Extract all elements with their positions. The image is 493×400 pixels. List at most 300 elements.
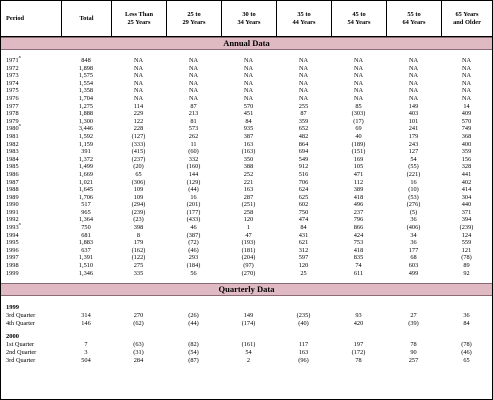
value-cell: 516 bbox=[298, 170, 309, 178]
value-cell: (53) bbox=[408, 193, 419, 201]
column-header-7: 55 to 64 Years bbox=[386, 1, 441, 36]
table-row bbox=[1, 80, 492, 88]
value-cell: (162) bbox=[131, 246, 146, 254]
value-cell: 1,592 bbox=[78, 132, 94, 140]
value-cell: NA bbox=[353, 57, 364, 64]
value-cell: NA bbox=[408, 72, 419, 80]
table-row bbox=[1, 141, 492, 149]
column-header-2: Less Than 25 Years bbox=[111, 1, 166, 36]
value-cell: 424 bbox=[353, 231, 364, 239]
value-cell: 65 bbox=[463, 356, 470, 364]
table-row bbox=[1, 72, 492, 80]
value-cell: 120 bbox=[243, 216, 254, 224]
value-cell: NA bbox=[298, 79, 309, 87]
value-cell: 602 bbox=[298, 201, 309, 209]
value-cell: 124 bbox=[461, 231, 472, 239]
value-cell: NA bbox=[243, 79, 254, 87]
table-row bbox=[1, 156, 492, 164]
value-cell: 237 bbox=[353, 208, 364, 216]
value-cell: 69 bbox=[355, 125, 362, 133]
value-cell: (78) bbox=[461, 341, 472, 349]
value-cell: 517 bbox=[81, 201, 91, 209]
value-cell: 74 bbox=[355, 262, 362, 270]
value-cell: NA bbox=[298, 87, 309, 95]
value-cell: 163 bbox=[243, 186, 254, 194]
table-row bbox=[1, 270, 492, 278]
value-cell: 866 bbox=[353, 224, 364, 232]
value-cell: 258 bbox=[243, 208, 254, 216]
value-cell: 213 bbox=[188, 110, 199, 118]
period-cell: 4th Quarter bbox=[6, 319, 35, 327]
value-cell: 441 bbox=[461, 170, 472, 178]
value-cell: 1,358 bbox=[78, 87, 94, 95]
value-cell: 597 bbox=[298, 254, 309, 262]
value-cell: 573 bbox=[188, 125, 199, 133]
value-cell: NA bbox=[188, 57, 199, 64]
value-cell: 402 bbox=[461, 178, 472, 186]
value-cell: 87 bbox=[190, 102, 197, 110]
period-cell: 1979 bbox=[6, 117, 19, 125]
value-cell: 482 bbox=[298, 132, 309, 140]
value-cell: 163 bbox=[298, 349, 309, 356]
column-header-8: 65 Years and Older bbox=[441, 1, 492, 36]
value-cell: (235) bbox=[296, 312, 311, 320]
period-cell: 1981 bbox=[6, 132, 19, 140]
value-cell: 85 bbox=[355, 102, 362, 110]
value-cell: NA bbox=[188, 79, 199, 87]
period-cell: 1980$^a$ bbox=[6, 122, 21, 133]
value-cell: (39) bbox=[408, 319, 419, 327]
value-cell: 1,159 bbox=[78, 140, 94, 148]
quarterly-data-band: Quarterly Data bbox=[1, 283, 492, 296]
value-cell: 332 bbox=[188, 155, 199, 163]
value-cell: (181) bbox=[241, 246, 256, 254]
value-cell: NA bbox=[133, 79, 144, 87]
value-cell: 652 bbox=[298, 125, 309, 133]
value-cell: NA bbox=[461, 94, 472, 102]
value-cell: 40 bbox=[355, 132, 362, 140]
value-cell: (433) bbox=[186, 216, 201, 224]
value-cell: 114 bbox=[133, 102, 144, 110]
value-cell: 864 bbox=[298, 140, 309, 148]
value-cell: (87) bbox=[188, 356, 199, 364]
value-cell: 637 bbox=[81, 246, 91, 254]
value-cell: (189) bbox=[351, 140, 366, 148]
value-cell: 391 bbox=[81, 148, 91, 156]
table-row bbox=[1, 171, 492, 179]
value-cell: 127 bbox=[408, 148, 419, 156]
value-cell: 312 bbox=[298, 246, 309, 254]
value-cell: 1,883 bbox=[78, 239, 94, 247]
value-cell: 87 bbox=[300, 110, 307, 118]
table-row bbox=[1, 320, 492, 328]
value-cell: 2 bbox=[246, 356, 251, 364]
value-cell: 1,346 bbox=[78, 269, 94, 277]
value-cell: 681 bbox=[81, 231, 91, 239]
value-cell: 89 bbox=[463, 262, 470, 270]
value-cell: 1,898 bbox=[78, 64, 94, 72]
value-cell: 3 bbox=[84, 349, 88, 356]
value-cell: 611 bbox=[353, 269, 364, 277]
value-cell: (303) bbox=[351, 110, 366, 118]
footnote-marker: a bbox=[18, 221, 21, 227]
value-cell: 93 bbox=[355, 312, 362, 320]
value-cell: 7 bbox=[84, 341, 88, 349]
period-cell: 1986 bbox=[6, 170, 19, 178]
value-cell: 241 bbox=[408, 125, 419, 133]
value-cell: 177 bbox=[408, 246, 419, 254]
value-cell: 398 bbox=[133, 224, 144, 232]
value-cell: 14 bbox=[463, 102, 470, 110]
value-cell: NA bbox=[408, 79, 419, 87]
value-cell: 1,554 bbox=[78, 79, 94, 87]
value-cell: 156 bbox=[461, 155, 472, 163]
value-cell: 440 bbox=[461, 201, 472, 209]
value-cell: 179 bbox=[408, 132, 419, 140]
value-cell: (237) bbox=[131, 155, 146, 163]
value-cell: 749 bbox=[461, 125, 472, 133]
value-cell: 753 bbox=[353, 239, 364, 247]
value-cell: 400 bbox=[461, 140, 472, 148]
value-cell: 3,446 bbox=[78, 125, 94, 133]
table-row bbox=[1, 186, 492, 194]
value-cell: 471 bbox=[353, 170, 364, 178]
value-cell: (26) bbox=[188, 312, 199, 320]
period-cell: 1975 bbox=[6, 87, 19, 95]
value-cell: NA bbox=[133, 57, 144, 64]
value-cell: (172) bbox=[351, 349, 366, 356]
value-cell: 624 bbox=[298, 186, 309, 194]
value-cell: 270 bbox=[133, 312, 144, 320]
value-cell: (55) bbox=[408, 163, 419, 171]
table-row bbox=[1, 110, 492, 118]
value-cell: (60) bbox=[188, 148, 199, 156]
value-cell: 1,669 bbox=[78, 170, 94, 178]
value-cell: 625 bbox=[298, 193, 309, 201]
value-cell: 403 bbox=[408, 110, 419, 118]
value-cell: 84 bbox=[463, 319, 470, 327]
period-cell: 1982 bbox=[6, 140, 19, 148]
value-cell: 149 bbox=[243, 312, 254, 320]
period-cell: 1994 bbox=[6, 231, 19, 239]
value-cell: 504 bbox=[81, 356, 91, 364]
value-cell: (239) bbox=[131, 208, 146, 216]
period-cell: 1995 bbox=[6, 239, 19, 247]
value-cell: NA bbox=[298, 64, 309, 72]
column-header-6: 45 to 54 Years bbox=[331, 1, 386, 36]
value-cell: 8 bbox=[136, 231, 141, 239]
value-cell: 221 bbox=[243, 178, 254, 186]
value-cell: 350 bbox=[243, 155, 254, 163]
value-cell: NA bbox=[243, 57, 254, 64]
value-cell: 92 bbox=[463, 269, 470, 277]
period-cell: 1983 bbox=[6, 148, 19, 156]
value-cell: NA bbox=[243, 64, 254, 72]
value-cell: (201) bbox=[186, 201, 201, 209]
value-cell: 109 bbox=[133, 186, 144, 194]
value-cell: NA bbox=[298, 57, 309, 64]
footnote-marker: a bbox=[18, 54, 21, 59]
value-cell: 912 bbox=[298, 163, 309, 171]
value-cell: 109 bbox=[133, 193, 144, 201]
value-cell: 34 bbox=[410, 231, 417, 239]
period-cell: 1972 bbox=[6, 64, 19, 72]
column-header-0: Period bbox=[6, 14, 25, 22]
value-cell: NA bbox=[353, 64, 364, 72]
value-cell: 287 bbox=[243, 193, 254, 201]
table-row bbox=[1, 312, 492, 320]
value-cell: NA bbox=[133, 72, 144, 80]
value-cell: 935 bbox=[243, 125, 254, 133]
value-cell: NA bbox=[243, 72, 254, 80]
value-cell: 78 bbox=[355, 356, 362, 364]
table-row bbox=[1, 239, 492, 247]
value-cell: NA bbox=[298, 72, 309, 80]
table-row bbox=[1, 194, 492, 202]
value-cell: 36 bbox=[463, 312, 470, 320]
value-cell: 335 bbox=[133, 269, 144, 277]
value-cell: NA bbox=[188, 72, 199, 80]
value-cell: (72) bbox=[188, 239, 199, 247]
value-cell: NA bbox=[133, 64, 144, 72]
value-cell: 621 bbox=[298, 239, 309, 247]
value-cell: 105 bbox=[353, 163, 364, 171]
value-cell: 16 bbox=[410, 178, 417, 186]
value-cell: NA bbox=[461, 57, 472, 64]
value-cell: NA bbox=[353, 87, 364, 95]
value-cell: 1,704 bbox=[78, 94, 94, 102]
value-cell: 359 bbox=[298, 117, 309, 125]
value-cell: 144 bbox=[188, 170, 199, 178]
value-cell: 359 bbox=[461, 148, 472, 156]
value-cell: 1,645 bbox=[78, 186, 94, 194]
value-cell: (270) bbox=[241, 269, 256, 277]
table-row bbox=[1, 262, 492, 270]
table-row bbox=[1, 349, 492, 357]
value-cell: 275 bbox=[133, 262, 144, 270]
value-cell: 179 bbox=[133, 239, 144, 247]
value-cell: 1,391 bbox=[78, 254, 94, 262]
value-cell: 549 bbox=[298, 155, 309, 163]
table-row bbox=[1, 103, 492, 111]
table-row bbox=[1, 341, 492, 349]
value-cell: 570 bbox=[243, 102, 254, 110]
value-cell: (415) bbox=[131, 148, 146, 156]
value-cell: (306) bbox=[131, 178, 146, 186]
value-cell: 1,499 bbox=[78, 163, 94, 171]
value-cell: (40) bbox=[298, 319, 309, 327]
value-cell: 84 bbox=[245, 117, 252, 125]
period-cell: 1991 bbox=[6, 208, 19, 216]
value-cell: 1,510 bbox=[78, 262, 94, 270]
value-cell: NA bbox=[461, 79, 472, 87]
table-row bbox=[1, 247, 492, 255]
value-cell: 46 bbox=[190, 224, 197, 232]
table-row bbox=[1, 209, 492, 217]
column-header-row bbox=[1, 1, 492, 37]
value-cell: 1,888 bbox=[78, 110, 94, 118]
value-cell: (82) bbox=[188, 341, 199, 349]
annual-data-band: Annual Data bbox=[1, 37, 492, 50]
period-cell: 1989 bbox=[6, 193, 19, 201]
value-cell: (239) bbox=[459, 224, 474, 232]
value-cell: NA bbox=[353, 72, 364, 80]
value-cell: 169 bbox=[353, 155, 364, 163]
value-cell: (23) bbox=[133, 216, 144, 224]
value-cell: (174) bbox=[241, 319, 256, 327]
footnote-marker: a bbox=[18, 122, 21, 128]
value-cell: NA bbox=[461, 72, 472, 80]
value-cell: (54) bbox=[188, 349, 199, 356]
value-cell: NA bbox=[243, 94, 254, 102]
value-cell: 1,575 bbox=[78, 72, 94, 80]
table-row bbox=[1, 254, 492, 262]
period-cell: 1988 bbox=[6, 186, 19, 194]
value-cell: 262 bbox=[188, 132, 199, 140]
value-cell: 16 bbox=[190, 193, 197, 201]
value-cell: 117 bbox=[298, 341, 309, 349]
table-row bbox=[1, 95, 492, 103]
value-cell: 1,275 bbox=[78, 102, 94, 110]
value-cell: 293 bbox=[188, 254, 199, 262]
annual-data-rows bbox=[1, 50, 492, 277]
value-cell: 706 bbox=[298, 178, 309, 186]
value-cell: 1,706 bbox=[78, 193, 94, 201]
value-cell: 387 bbox=[243, 132, 254, 140]
value-cell: (44) bbox=[188, 319, 199, 327]
value-cell: 1,021 bbox=[78, 178, 94, 186]
value-cell: 1,364 bbox=[78, 216, 94, 224]
table-row bbox=[1, 179, 492, 187]
period-cell: 1992 bbox=[6, 216, 19, 224]
value-cell: 243 bbox=[408, 140, 419, 148]
period-cell: 1984 bbox=[6, 155, 19, 163]
value-cell: 252 bbox=[243, 170, 254, 178]
value-cell: 229 bbox=[133, 110, 144, 118]
period-cell: 1976 bbox=[6, 94, 19, 102]
value-cell: 496 bbox=[353, 201, 364, 209]
value-cell: NA bbox=[188, 94, 199, 102]
table-row bbox=[1, 201, 492, 209]
value-cell: (10) bbox=[408, 186, 419, 194]
period-cell: 1974 bbox=[6, 79, 19, 87]
value-cell: 418 bbox=[353, 246, 364, 254]
value-cell: NA bbox=[133, 87, 144, 95]
value-cell: (17) bbox=[353, 117, 364, 125]
value-cell: (387) bbox=[186, 231, 201, 239]
value-cell: 25 bbox=[300, 269, 307, 277]
value-cell: 122 bbox=[133, 117, 144, 125]
value-cell: NA bbox=[408, 64, 419, 72]
value-cell: 121 bbox=[461, 246, 472, 254]
value-cell: 394 bbox=[461, 216, 472, 224]
value-cell: (294) bbox=[131, 201, 146, 209]
period-cell: 3rd Quarter bbox=[6, 312, 36, 320]
value-cell: 965 bbox=[81, 208, 91, 216]
table-row bbox=[1, 65, 492, 73]
value-cell: 750 bbox=[81, 224, 91, 232]
value-cell: 371 bbox=[461, 208, 472, 216]
value-cell: (62) bbox=[133, 319, 144, 327]
period-cell: 1996 bbox=[6, 246, 19, 254]
value-cell: 56 bbox=[190, 269, 197, 277]
value-cell: 328 bbox=[461, 163, 472, 171]
value-cell: 101 bbox=[408, 117, 419, 125]
value-cell: (127) bbox=[131, 132, 146, 140]
period-cell: 1973 bbox=[6, 72, 19, 80]
period-cell: 1990 bbox=[6, 201, 19, 209]
value-cell: NA bbox=[188, 64, 199, 72]
value-cell: (20) bbox=[133, 163, 144, 171]
value-cell: NA bbox=[408, 87, 419, 95]
value-cell: 694 bbox=[298, 148, 309, 156]
value-cell: (204) bbox=[241, 254, 256, 262]
value-cell: 149 bbox=[408, 102, 419, 110]
value-cell: (96) bbox=[298, 356, 309, 364]
period-cell: 1978 bbox=[6, 110, 19, 118]
value-cell: 255 bbox=[298, 102, 309, 110]
table-row bbox=[1, 221, 492, 232]
value-cell: NA bbox=[408, 57, 419, 64]
value-cell: 284 bbox=[133, 356, 144, 364]
value-cell: 11 bbox=[190, 140, 197, 148]
value-cell: 420 bbox=[353, 319, 364, 327]
value-cell: (160) bbox=[186, 163, 201, 171]
value-cell: (161) bbox=[241, 341, 256, 349]
value-cell: 314 bbox=[81, 312, 91, 320]
value-cell: NA bbox=[298, 94, 309, 102]
value-cell: 36 bbox=[410, 239, 417, 247]
value-cell: 431 bbox=[298, 231, 309, 239]
value-cell: 368 bbox=[461, 132, 472, 140]
value-cell: 54 bbox=[245, 349, 252, 356]
period-cell: 1999 bbox=[6, 269, 19, 277]
value-cell: (122) bbox=[131, 254, 146, 262]
value-cell: (31) bbox=[133, 349, 144, 356]
table-row bbox=[1, 148, 492, 156]
value-cell: 388 bbox=[243, 163, 254, 171]
value-cell: (333) bbox=[131, 140, 146, 148]
table-row bbox=[1, 357, 492, 365]
period-cell: 2nd Quarter bbox=[6, 349, 37, 356]
value-cell: 68 bbox=[410, 254, 417, 262]
value-cell: (97) bbox=[243, 262, 254, 270]
value-cell: (276) bbox=[406, 201, 421, 209]
value-cell: 835 bbox=[353, 254, 364, 262]
value-cell: 65 bbox=[135, 170, 142, 178]
value-cell: 418 bbox=[353, 193, 364, 201]
period-cell: 1971$^a$ bbox=[6, 54, 21, 64]
value-cell: (78) bbox=[461, 254, 472, 262]
column-header-3: 25 to 29 Years bbox=[166, 1, 221, 36]
value-cell: 796 bbox=[353, 216, 364, 224]
value-cell: NA bbox=[243, 87, 254, 95]
value-cell: 603 bbox=[408, 262, 419, 270]
quarter-year-label: 2000 bbox=[6, 333, 19, 341]
period-cell: 1985 bbox=[6, 163, 19, 171]
value-cell: NA bbox=[353, 79, 364, 87]
table-row bbox=[1, 87, 492, 95]
value-cell: (5) bbox=[409, 208, 418, 216]
value-cell: (44) bbox=[188, 186, 199, 194]
value-cell: 750 bbox=[298, 208, 309, 216]
value-cell: (151) bbox=[351, 148, 366, 156]
value-cell: 474 bbox=[298, 216, 309, 224]
value-cell: NA bbox=[408, 94, 419, 102]
period-cell: 1997 bbox=[6, 254, 19, 262]
value-cell: 570 bbox=[461, 117, 472, 125]
value-cell: (193) bbox=[241, 239, 256, 247]
